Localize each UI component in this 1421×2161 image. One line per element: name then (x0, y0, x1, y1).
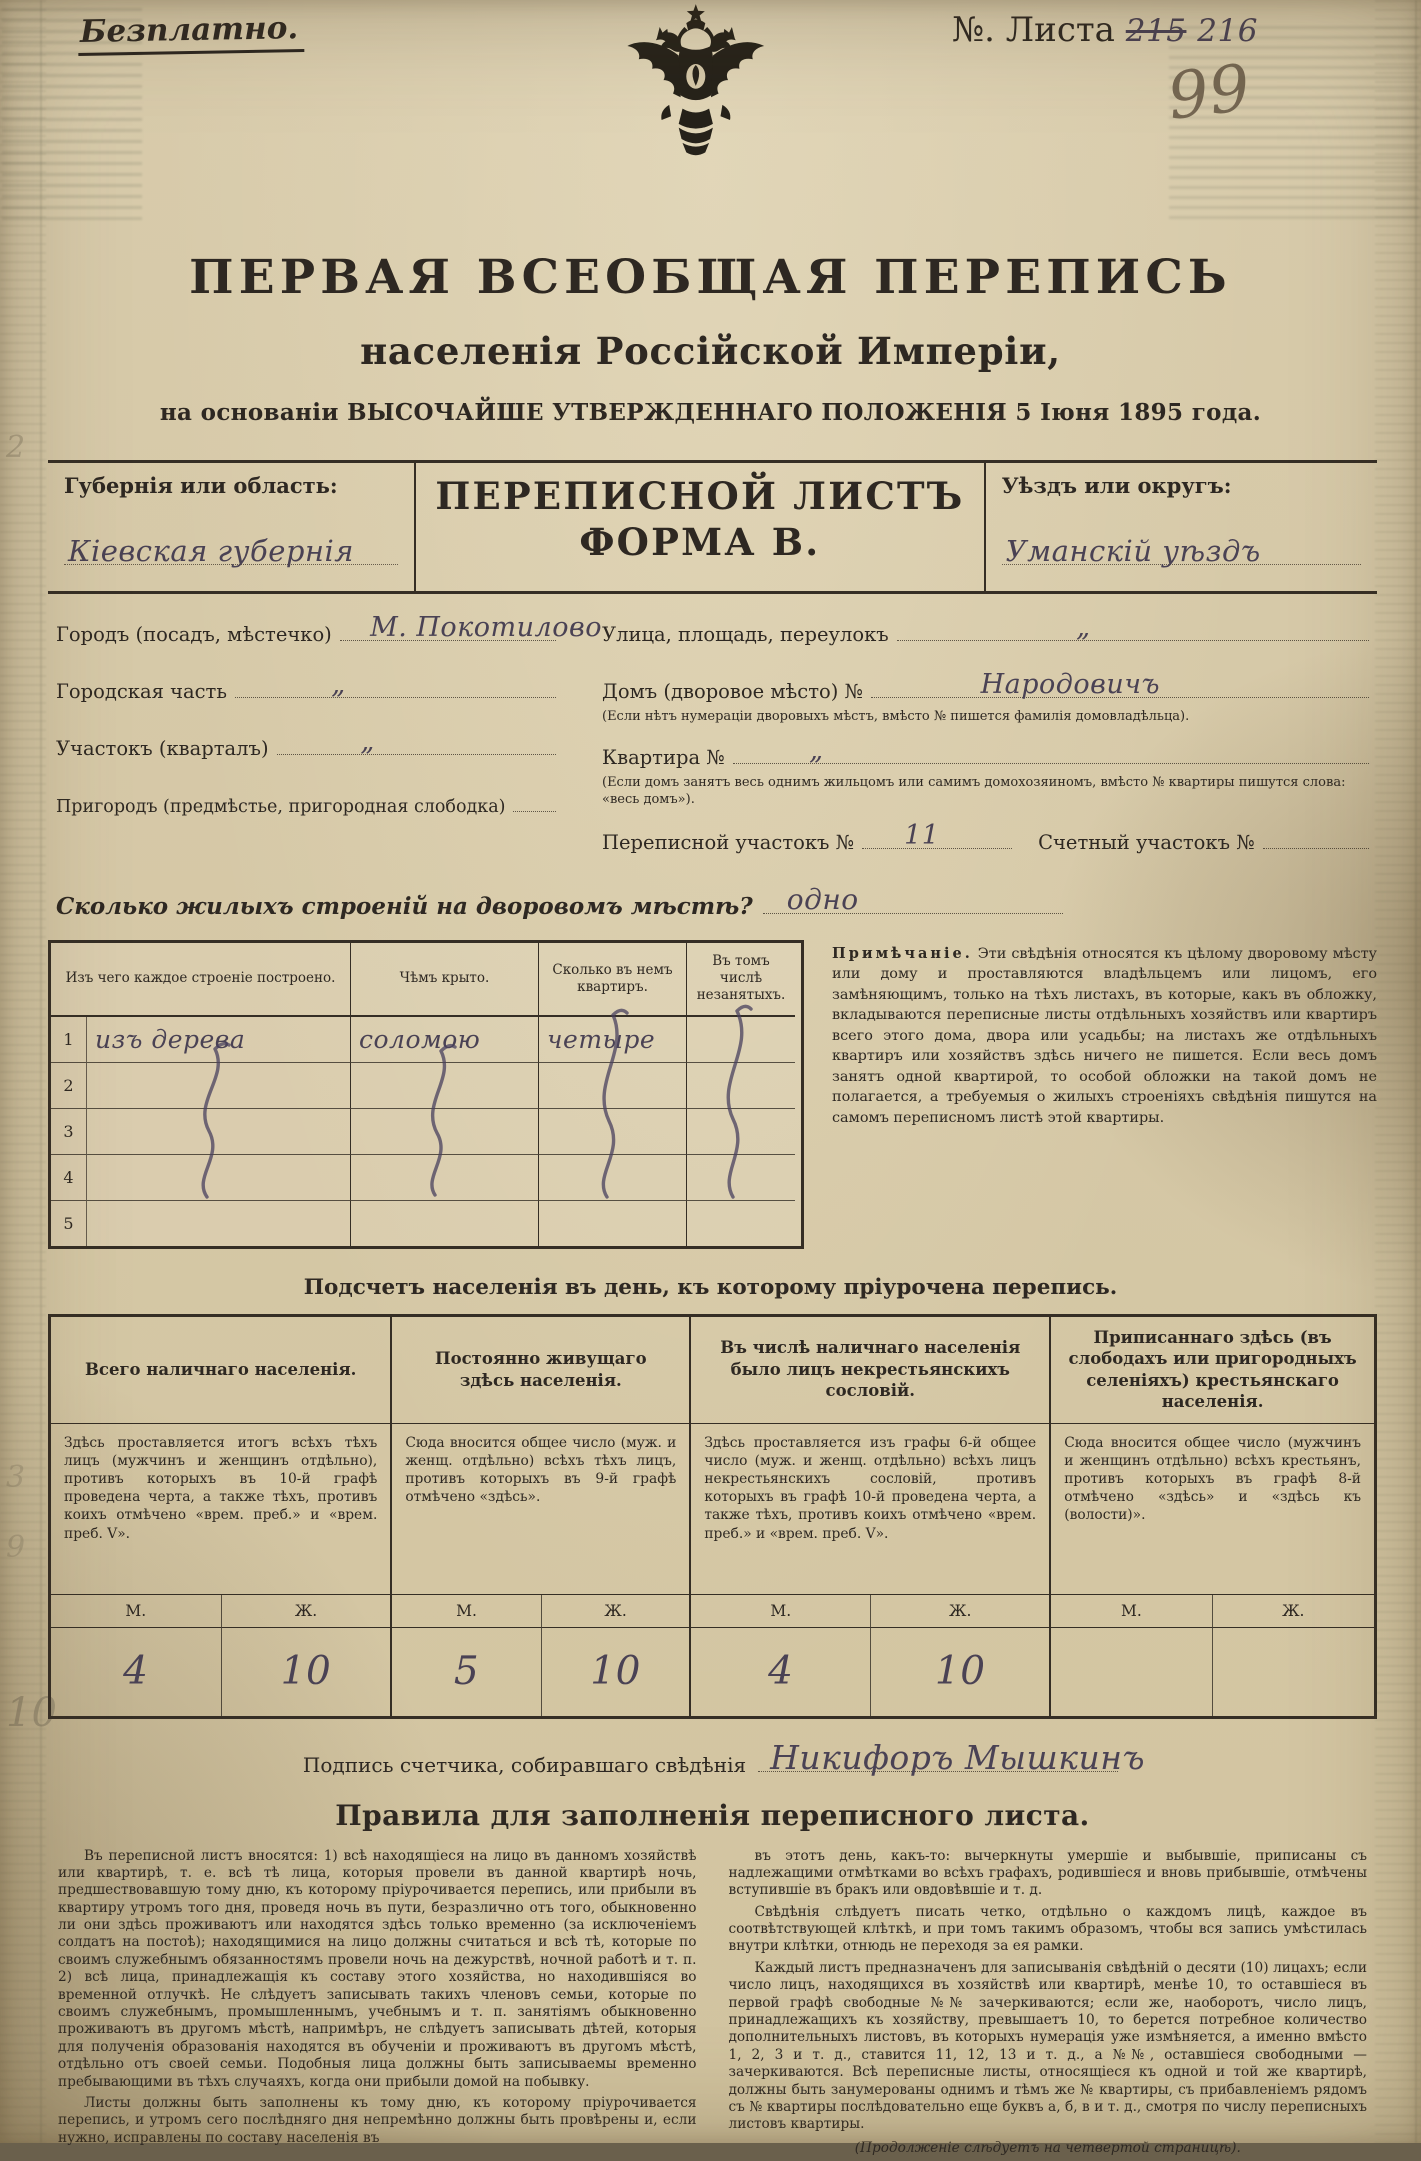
buildings-cell (687, 1155, 795, 1201)
sheet-number-old: 215 (1126, 13, 1187, 49)
buildings-cell (687, 1109, 795, 1155)
city-part-label: Городская часть (56, 680, 227, 703)
material-value: изъ дерева (95, 1025, 245, 1054)
sheet-number-block (952, 10, 1258, 50)
female-header: Ж. (542, 1595, 692, 1628)
count-col2-desc: Сюда вносится общее число (муж. и женщ. отдѣльно) всѣхъ тѣхъ лицъ, противъ которыхъ въ 9-й графѣ отмѣчено «здѣсь». (392, 1424, 691, 1595)
flat-label: Квартира № (602, 746, 725, 769)
sheet-number-label: №. Листа (952, 10, 1115, 50)
census-area-field (602, 824, 1012, 854)
count-value-cell (392, 1628, 542, 1716)
flats-value: четыре (547, 1025, 655, 1054)
count-col1-desc: Здѣсь проставляется итогъ всѣхъ тѣхъ лицъ (мужчинъ и женщинъ отдѣльно), противъ которыхъ въ 10-й графѣ проведена черта, а также тѣхъ, противъ коихъ отмѣчено «врем. преб.» и «врем. преб. V». (51, 1424, 392, 1595)
free-of-charge-label: Безплатно. (78, 10, 305, 56)
rules-left-column (58, 1848, 697, 2161)
census-area-value: 11 (904, 820, 939, 851)
imperial-double-eagle-icon (619, 2, 771, 206)
count-value-cell (542, 1628, 692, 1716)
count-col4-title: Приписаннаго здѣсь (въ слободахъ или пригородныхъ селеніяхъ) крестьянскаго населенія. (1051, 1317, 1374, 1424)
buildings-cell (87, 1063, 351, 1109)
city-part-value: „ (331, 669, 346, 700)
bleedthrough-number: 2 (6, 430, 25, 465)
bleedthrough-number: 3 (6, 1460, 25, 1495)
population-count-table (48, 1314, 1377, 1719)
buildings-cell (351, 1201, 539, 1246)
house-label: Домъ (дворовое мѣсто) № (602, 680, 863, 703)
uchastok-label: Участокъ (кварталъ) (56, 737, 269, 760)
rules-paragraph: Свѣдѣнія слѣдуетъ писать четко, отдѣльно о каждомъ лицѣ, каждое въ соотвѣтствующей клѣткѣ, и при томъ такимъ образомъ, чтобы вся запись умѣстилась внутри клѣтки, отнюдь не переходя за ея рамки. (729, 1904, 1368, 1956)
main-title: ПЕРВАЯ ВСЕОБЩАЯ ПЕРЕПИСЬ (0, 250, 1421, 305)
buildings-cell-material (87, 1017, 351, 1063)
flat-field (602, 739, 1369, 769)
bleedthrough-number: 10 (6, 1690, 57, 1736)
buildings-cell (351, 1155, 539, 1201)
buildings-cell (87, 1201, 351, 1246)
subtitle: населенія Россійской Имперіи, (0, 329, 1421, 373)
buildings-cell-roof (351, 1017, 539, 1063)
gubernia-label: Губернія или область: (64, 473, 398, 498)
address-section (56, 616, 1369, 881)
gubernia-value: Кіевская губернія (68, 534, 354, 568)
buildings-col2-header: Чѣмъ крыто. (351, 943, 539, 1017)
rules-right-column (729, 1848, 1368, 2161)
buildings-col1-header: Изъ чего каждое строеніе построено. (51, 943, 351, 1017)
house-field (602, 673, 1369, 703)
city-field (56, 616, 556, 646)
male-header: М. (392, 1595, 542, 1628)
col1-male-value: 4 (123, 1649, 148, 1694)
rules-continuation-note: (Продолженіе слѣдуетъ на четвертой страницѣ). (729, 2140, 1368, 2157)
note-text: Эти свѣдѣнія относятся къ цѣлому дворовому мѣсту или дому и проставляются владѣльцемъ или лицомъ, его замѣняющимъ, только на тѣхъ листахъ, въ которые, какъ въ обложку, вкладываются переписные листы отдѣльныхъ хозяйствъ или квартиръ всего этого дома, двора или усадьбы; на листахъ же отдѣльныхъ квартиръ или хозяйствъ здѣсь ничего не пишется. Если весь домъ занятъ одной квартирой, то особой обложки на такой домъ не полагается, а требуемыя о жилыхъ строеніяхъ свѣдѣнія пишутся на самомъ переписномъ листѣ этой квартиры. (832, 946, 1377, 1126)
uezd-field (1002, 512, 1361, 565)
prigorod-label: Пригородъ (предмѣстье, пригородная слободка) (56, 797, 505, 817)
signature-value: Никифоръ Мышкинъ (770, 1738, 1145, 1777)
street-label: Улица, площадь, переулокъ (602, 623, 889, 646)
col3-female-value: 10 (935, 1649, 986, 1694)
buildings-col4-header: Въ томъ числѣ незанятыхъ. (687, 943, 795, 1017)
count-value-cell (691, 1628, 871, 1716)
male-header: М. (51, 1595, 222, 1628)
house-note: (Если нѣтъ нумераціи дворовыхъ мѣстъ, вмѣсто № пишется фамилія домовладѣльца). (602, 709, 1369, 725)
row-number: 5 (51, 1201, 87, 1246)
buildings-cell (539, 1201, 687, 1246)
buildings-cell (539, 1063, 687, 1109)
row-number: 4 (51, 1155, 87, 1201)
buildings-answer: одно (787, 883, 859, 916)
count-value-cell (1051, 1628, 1212, 1716)
rules-paragraph: Въ переписной листъ вносятся: 1) всѣ находящіеся на лицо въ данномъ хозяйствѣ или квартирѣ, т. е. всѣ тѣ лица, которыя провели въ данной квартирѣ ночь, предшествовавшую тому дню, къ которому пріурочивается перепись, или прибыли въ квартиру утромъ того дня, проведя ночь въ пути, безразлично отъ того, обыкновенно ли они здѣсь проживаютъ или находятся здѣсь только временно (за исключеніемъ солдатъ на постоѣ); находящимися на лицо должны считаться и всѣ тѣ, которые по своимъ служебнымъ обязанностямъ провели ночь на дежурствѣ, ночной работѣ и т. п. 2) всѣ лица, принадлежащія къ составу этого хозяйства, но находившіяся во временной отлучкѣ. Не слѣдуетъ записывать такихъ членовъ семьи, которые по своимъ служебнымъ, промышленнымъ, учебнымъ и т. п. занятіямъ обыкновенно проживаютъ въ другомъ мѣстѣ, напримѣръ, не слѣдуетъ записывать дѣтей, которыя для полученія образованія находятся въ обученіи и проживаютъ въ другомъ мѣстѣ, отдѣльно отъ своей семьи. Подобныя лица должны быть записываемы временно пребывающими въ тѣхъ случаяхъ, когда они прибыли домой на побывку. (58, 1848, 697, 2091)
street-value: „ (1076, 612, 1091, 643)
count-col3-desc: Здѣсь проставляется изъ графы 6-й общее число (муж. и женщ. отдѣльно) всѣхъ лицъ некрестьянскихъ сословій, противъ которыхъ въ графѣ 10-й проведена черта, а также тѣхъ, противъ коихъ отмѣчено «врем. преб.» и «врем. преб. V». (691, 1424, 1051, 1595)
row-number: 1 (51, 1017, 87, 1063)
uchastok-value: „ (360, 726, 375, 757)
gubernia-box (48, 463, 416, 591)
buildings-col3-header: Сколько въ немъ квартиръ. (539, 943, 687, 1017)
signature-label: Подпись счетчика, собиравшаго свѣдѣнія (303, 1753, 746, 1777)
statute-line: на основаніи ВЫСОЧАЙШЕ УТВЕРЖДЕННАГО ПОЛОЖЕНІЯ 5 Іюня 1895 года. (0, 399, 1421, 426)
uezd-box (984, 463, 1377, 591)
buildings-cell-flats (539, 1017, 687, 1063)
count-col1-title: Всего наличнаго населенія. (51, 1317, 392, 1424)
buildings-cell (87, 1155, 351, 1201)
buildings-question-row (56, 889, 1369, 920)
count-col2-title: Постоянно живущаго здѣсь населенія. (392, 1317, 691, 1424)
header (0, 0, 1421, 236)
buildings-section (48, 940, 1377, 1249)
col2-female-value: 10 (590, 1649, 641, 1694)
flat-value: „ (809, 735, 824, 766)
census-area-label: Переписной участокъ № (602, 831, 854, 854)
col3-male-value: 4 (768, 1649, 793, 1694)
count-value-cell (51, 1628, 222, 1716)
street-field (602, 616, 1369, 646)
buildings-cell (351, 1109, 539, 1155)
form-title-line1: ПЕРЕПИСНОЙ ЛИСТЪ (416, 473, 983, 519)
house-value: Народовичъ (981, 669, 1160, 700)
enumerator-signature-row (0, 1743, 1421, 1777)
gubernia-field (64, 512, 398, 565)
count-area-label: Счетный участокъ № (1038, 831, 1255, 854)
signature-line (758, 1743, 1118, 1772)
rules-columns (58, 1848, 1367, 2161)
buildings-cell (687, 1201, 795, 1246)
uchastok-field (56, 730, 556, 760)
form-title-line2: ФОРМА В. (416, 519, 983, 565)
city-label: Городъ (посадъ, мѣстечко) (56, 623, 332, 646)
male-header: М. (691, 1595, 871, 1628)
col1-female-value: 10 (281, 1649, 332, 1694)
rules-paragraph: Листы должны быть заполнены къ тому дню, къ которому пріурочивается перепись, и утромъ сего послѣдняго дня непремѣнно должны быть провѣрены и, если нужно, исправлены по составу населенія въ (58, 2095, 697, 2147)
uchastok-row (602, 824, 1369, 881)
buildings-cell-vacant (687, 1017, 795, 1063)
row-number: 2 (51, 1063, 87, 1109)
note-label: Примѣчаніе. (832, 945, 973, 962)
buildings-cell (87, 1109, 351, 1155)
male-header: М. (1051, 1595, 1212, 1628)
roof-value: соломою (359, 1025, 480, 1054)
uezd-value: Уманскій уѣздъ (1006, 534, 1261, 568)
buildings-cell (539, 1155, 687, 1201)
rules-paragraph: Каждый листъ предназначенъ для записыванія свѣдѣній о десяти (10) лицахъ; если число лицъ, находящихся въ хозяйствѣ или квартирѣ, менѣе 10, то оставшіеся въ первой графѣ свободные №№ зачеркиваются; если же, наоборотъ, число лицъ, принадлежащихъ къ хозяйству, превышаетъ 10, то берется потребное количество дополнительныхъ листовъ, въ которыхъ нумерація уже измѣняется, а именно вмѣсто 1, 2, 3 и т. д., ставится 11, 12, 13 и т. д., а №№, оставшіеся свободными — зачеркиваются. Всѣ переписные листы, относящіеся къ одной и той же квартирѣ, должны быть занумерованы однимъ и тѣмъ же № квартиры, съ прибавленіемъ рядомъ съ № квартиры послѣдовательно еще буквъ а, б, в и т. д., смотря по числу переписныхъ листовъ квартиры. (729, 1960, 1368, 2134)
row-number: 3 (51, 1109, 87, 1155)
count-value-cell (222, 1628, 393, 1716)
count-table-heading: Подсчетъ населенія въ день, къ которому пріурочена перепись. (0, 1275, 1421, 1300)
buildings-cell (539, 1109, 687, 1155)
buildings-cell (351, 1063, 539, 1109)
corner-number: 99 (1164, 51, 1255, 134)
female-header: Ж. (871, 1595, 1051, 1628)
count-value-cell (1213, 1628, 1374, 1716)
female-header: Ж. (222, 1595, 393, 1628)
city-part-field (56, 673, 556, 703)
flat-note: (Если домъ занятъ весь однимъ жильцомъ или самимъ домохозяиномъ, вмѣсто № квартиры пишутся слова: «весь домъ»). (602, 775, 1369, 808)
count-area-field (1038, 824, 1369, 854)
note-block (832, 940, 1377, 1249)
address-left-column (56, 616, 556, 881)
city-value: М. Покотилово (370, 612, 602, 643)
bleedthrough-number: 9 (6, 1530, 25, 1565)
sheet-number-new: 216 (1197, 13, 1258, 49)
count-col4-desc: Сюда вносится общее число (мужчинъ и женщинъ отдѣльно) всѣхъ крестьянъ, противъ которыхъ въ графѣ 8-й отмѣчено «здѣсь» и «здѣсь къ (волости)». (1051, 1424, 1374, 1595)
buildings-table (48, 940, 804, 1249)
uezd-label: Уѣздъ или округъ: (1002, 473, 1361, 498)
rules-heading: Правила для заполненія переписного листа. (58, 1799, 1367, 1832)
buildings-question: Сколько жилыхъ строеній на дворовомъ мѣстѣ? (56, 893, 753, 920)
count-value-cell (871, 1628, 1051, 1716)
buildings-cell (687, 1063, 795, 1109)
col2-male-value: 5 (454, 1649, 479, 1694)
address-right-column (602, 616, 1369, 881)
rules-paragraph: въ этотъ день, какъ-то: вычеркнуты умершіе и выбывшіе, приписаны съ надлежащими отмѣтками во всѣхъ графахъ, родившіеся и вновь прибывшіе, отмѣчены вступившіе въ бракъ или овдовѣвшіе и т. д. (729, 1848, 1368, 1900)
prigorod-field (56, 787, 556, 817)
count-col3-title: Въ числѣ наличнаго населенія было лицъ некрестьянскихъ сословій. (691, 1317, 1051, 1424)
form-head-row (48, 460, 1377, 594)
rules-section (58, 1799, 1367, 2161)
form-title-box (416, 463, 983, 591)
female-header: Ж. (1213, 1595, 1374, 1628)
